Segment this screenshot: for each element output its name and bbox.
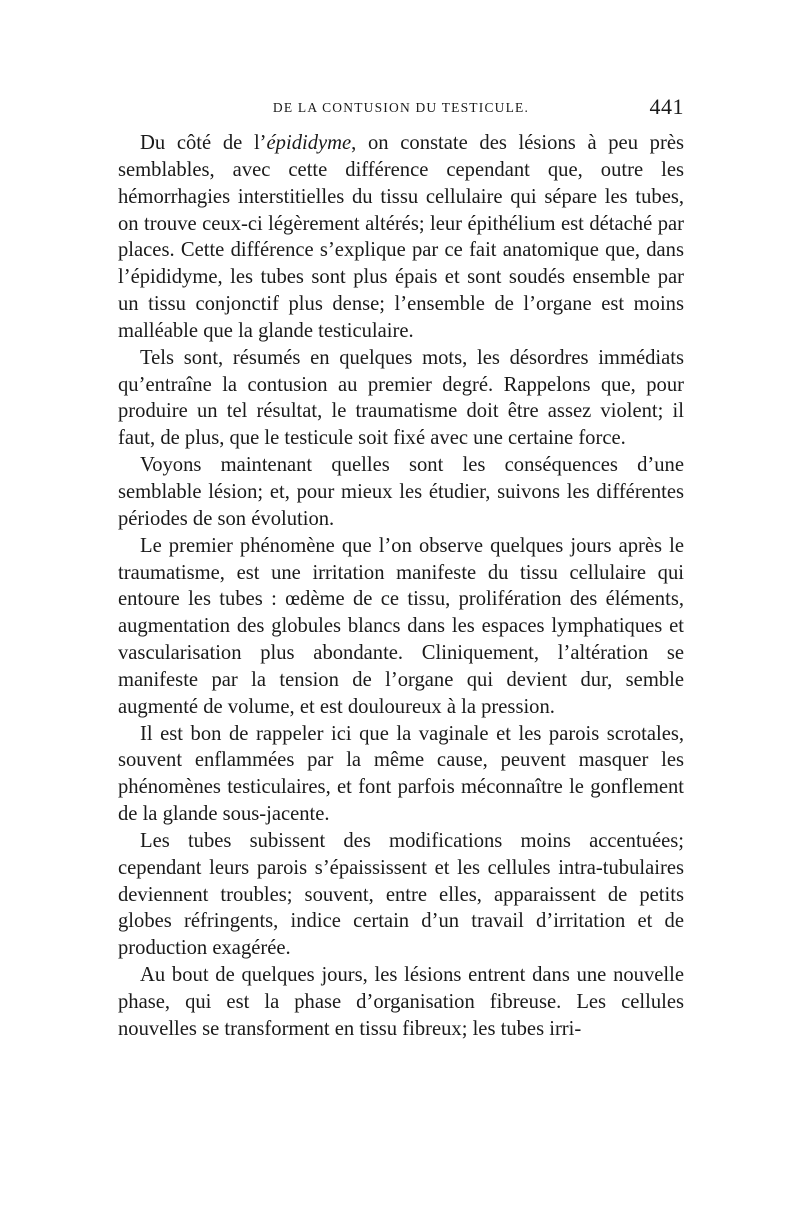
italic-term: épididyme — [266, 132, 352, 154]
paragraph-consequences: Voyons maintenant quelles sont les conséquences d’une semblable lésion; et, pour mieux les étudier, suivons les différentes périodes de son évolution. — [118, 454, 684, 530]
running-head — [118, 94, 684, 122]
paragraph-tubes: Les tubes subissent des modifications moins accentuées; cependant leurs parois s’épaississent et les cellules intra-tubulaires deviennent troubles; souvent, entre elles, apparaissent de petits globes réfringents, indice certain d’un travail d’irritation et de production exagérée. — [118, 829, 684, 960]
paragraph-premier-phenomene: Le premier phénomène que l’on observe quelques jours après le traumatisme, est une irritation manifeste du tissu cellulaire qui entoure les tubes : œdème de ce tissu, prolifération des éléments, augmentation des globules blancs dans les espaces lymphatiques et vascularisation plus abondante. Cliniquement, l’altération se manifeste par la tension de l’organe qui devient dur, semble augmenté de volume, et est douloureux à la pression. — [118, 534, 684, 718]
body-text — [118, 130, 684, 1043]
paragraph-text: Du côté de l’ — [140, 132, 267, 154]
page-number: 441 — [649, 94, 684, 119]
running-title: DE LA CONTUSION DU TESTICULE. — [272, 100, 530, 115]
paragraph-text: , on constate des lésions à peu près semblables, avec cette différence cependant que, outre les hémorrhagies interstitielles du tissu cellulaire qui sépare les tubes, on trouve ceux-ci légèrement altérés; leur épithélium est détaché par places. Cette différence s’explique par ce fait anatomique que, dans l’épididyme, les tubes sont plus épais et sont soudés ensemble par un tissu conjonctif plus dense; l’ensemble de l’organe est moins malléable que la glande testiculaire. — [118, 132, 684, 342]
paragraph-organisation-fibreuse: Au bout de quelques jours, les lésions entrent dans une nouvelle phase, qui est la phase d’organisation fibreuse. Les cellules nouvelles se transforment en tissu fibreux; les tubes irri- — [118, 964, 684, 1040]
paragraph-desordres-immediats: Tels sont, résumés en quelques mots, les désordres immédiats qu’entraîne la contusion au premier degré. Rappelons que, pour produire un tel résultat, le traumatisme doit être assez violent; il faut, de plus, que le testicule soit fixé avec une certaine force. — [118, 346, 684, 450]
paragraph-vaginale: Il est bon de rappeler ici que la vaginale et les parois scrotales, souvent enflammées par la même cause, peuvent masquer les phénomènes testiculaires, et font parfois méconnaître le gonflement de la glande sous-jacente. — [118, 722, 684, 826]
paragraph-epididyme — [118, 130, 684, 345]
